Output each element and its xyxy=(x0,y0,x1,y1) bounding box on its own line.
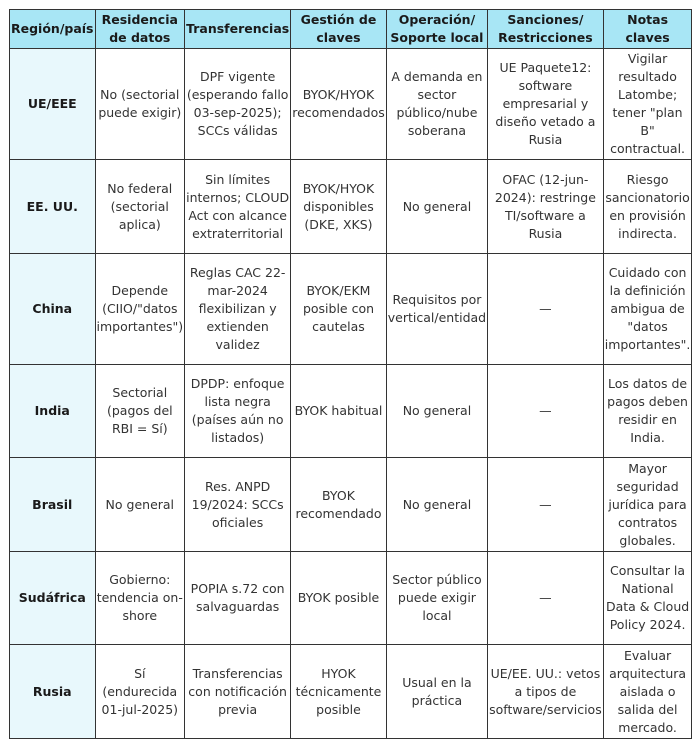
operacion-cell: No general xyxy=(386,365,487,458)
transferencias-cell: Reglas CAC 22-mar-2024 flexibilizan y extienden validez xyxy=(185,254,291,365)
table-row xyxy=(10,49,692,160)
notas-cell: Consultar la National Data & Cloud Policy 2024. xyxy=(603,552,692,645)
header-residencia: Residencia de datos xyxy=(95,10,185,49)
notas-cell: Cuidado con la definición ambigua de "datos importantes". xyxy=(603,254,692,365)
table-row xyxy=(10,160,692,254)
region-cell: EE. UU. xyxy=(10,160,96,254)
table-row xyxy=(10,365,692,458)
operacion-cell: Usual en la práctica xyxy=(386,645,487,739)
claves-cell: BYOK/EKM posible con cautelas xyxy=(291,254,387,365)
operacion-cell: Requisitos por vertical/entidad xyxy=(386,254,487,365)
claves-cell: BYOK habitual xyxy=(291,365,387,458)
table-row xyxy=(10,254,692,365)
residencia-cell: No (sectorial puede exigir) xyxy=(95,49,185,160)
transferencias-cell: DPDP: enfoque lista negra (países aún no listados) xyxy=(185,365,291,458)
sanciones-cell: — xyxy=(488,552,604,645)
notas-cell: Riesgo sancionatorio en provisión indirecta. xyxy=(603,160,692,254)
claves-cell: BYOK/HYOK disponibles (DKE, XKS) xyxy=(291,160,387,254)
header-sanciones: Sanciones/ Restricciones xyxy=(488,10,604,49)
sanciones-cell: OFAC (12-jun-2024): restringe TI/software a Rusia xyxy=(488,160,604,254)
header-region: Región/país xyxy=(10,10,96,49)
operacion-cell: No general xyxy=(386,160,487,254)
header-notas: Notas claves xyxy=(603,10,692,49)
region-cell: Rusia xyxy=(10,645,96,739)
table-row xyxy=(10,552,692,645)
sanciones-cell: — xyxy=(488,458,604,552)
header-operacion: Operación/ Soporte local xyxy=(386,10,487,49)
transferencias-cell: POPIA s.72 con salvaguardas xyxy=(185,552,291,645)
residencia-cell: No general xyxy=(95,458,185,552)
claves-cell: BYOK/HYOK recomendados xyxy=(291,49,387,160)
region-cell: India xyxy=(10,365,96,458)
notas-cell: Mayor seguridad jurídica para contratos globales. xyxy=(603,458,692,552)
regulatory-comparison-table xyxy=(9,9,692,739)
claves-cell: BYOK recomendado xyxy=(291,458,387,552)
header-transferencias: Transferencias xyxy=(185,10,291,49)
operacion-cell: Sector público puede exigir local xyxy=(386,552,487,645)
table-row xyxy=(10,458,692,552)
transferencias-cell: Transferencias con notificación previa xyxy=(185,645,291,739)
transferencias-cell: Res. ANPD 19/2024: SCCs oficiales xyxy=(185,458,291,552)
residencia-cell: Sí (endurecida 01-jul-2025) xyxy=(95,645,185,739)
transferencias-cell: Sin límites internos; CLOUD Act con alcance extraterritorial xyxy=(185,160,291,254)
region-cell: UE/EEE xyxy=(10,49,96,160)
residencia-cell: Gobierno: tendencia on-shore xyxy=(95,552,185,645)
header-claves: Gestión de claves xyxy=(291,10,387,49)
notas-cell: Los datos de pagos deben residir en India. xyxy=(603,365,692,458)
residencia-cell: No federal (sectorial aplica) xyxy=(95,160,185,254)
claves-cell: BYOK posible xyxy=(291,552,387,645)
notas-cell: Evaluar arquitectura aislada o salida del mercado. xyxy=(603,645,692,739)
notas-cell: Vigilar resultado Latombe; tener "plan B" contractual. xyxy=(603,49,692,160)
sanciones-cell: — xyxy=(488,254,604,365)
region-cell: Sudáfrica xyxy=(10,552,96,645)
operacion-cell: A demanda en sector público/nube soberana xyxy=(386,49,487,160)
sanciones-cell: — xyxy=(488,365,604,458)
table-row xyxy=(10,645,692,739)
sanciones-cell: UE Paquete12: software empresarial y diseño vetado a Rusia xyxy=(488,49,604,160)
claves-cell: HYOK técnicamente posible xyxy=(291,645,387,739)
table-header-row xyxy=(10,10,692,49)
residencia-cell: Depende (CIIO/"datos importantes") xyxy=(95,254,185,365)
region-cell: Brasil xyxy=(10,458,96,552)
residencia-cell: Sectorial (pagos del RBI = Sí) xyxy=(95,365,185,458)
transferencias-cell: DPF vigente (esperando fallo 03-sep-2025); SCCs válidas xyxy=(185,49,291,160)
sanciones-cell: UE/EE. UU.: vetos a tipos de software/servicios xyxy=(488,645,604,739)
region-cell: China xyxy=(10,254,96,365)
operacion-cell: No general xyxy=(386,458,487,552)
